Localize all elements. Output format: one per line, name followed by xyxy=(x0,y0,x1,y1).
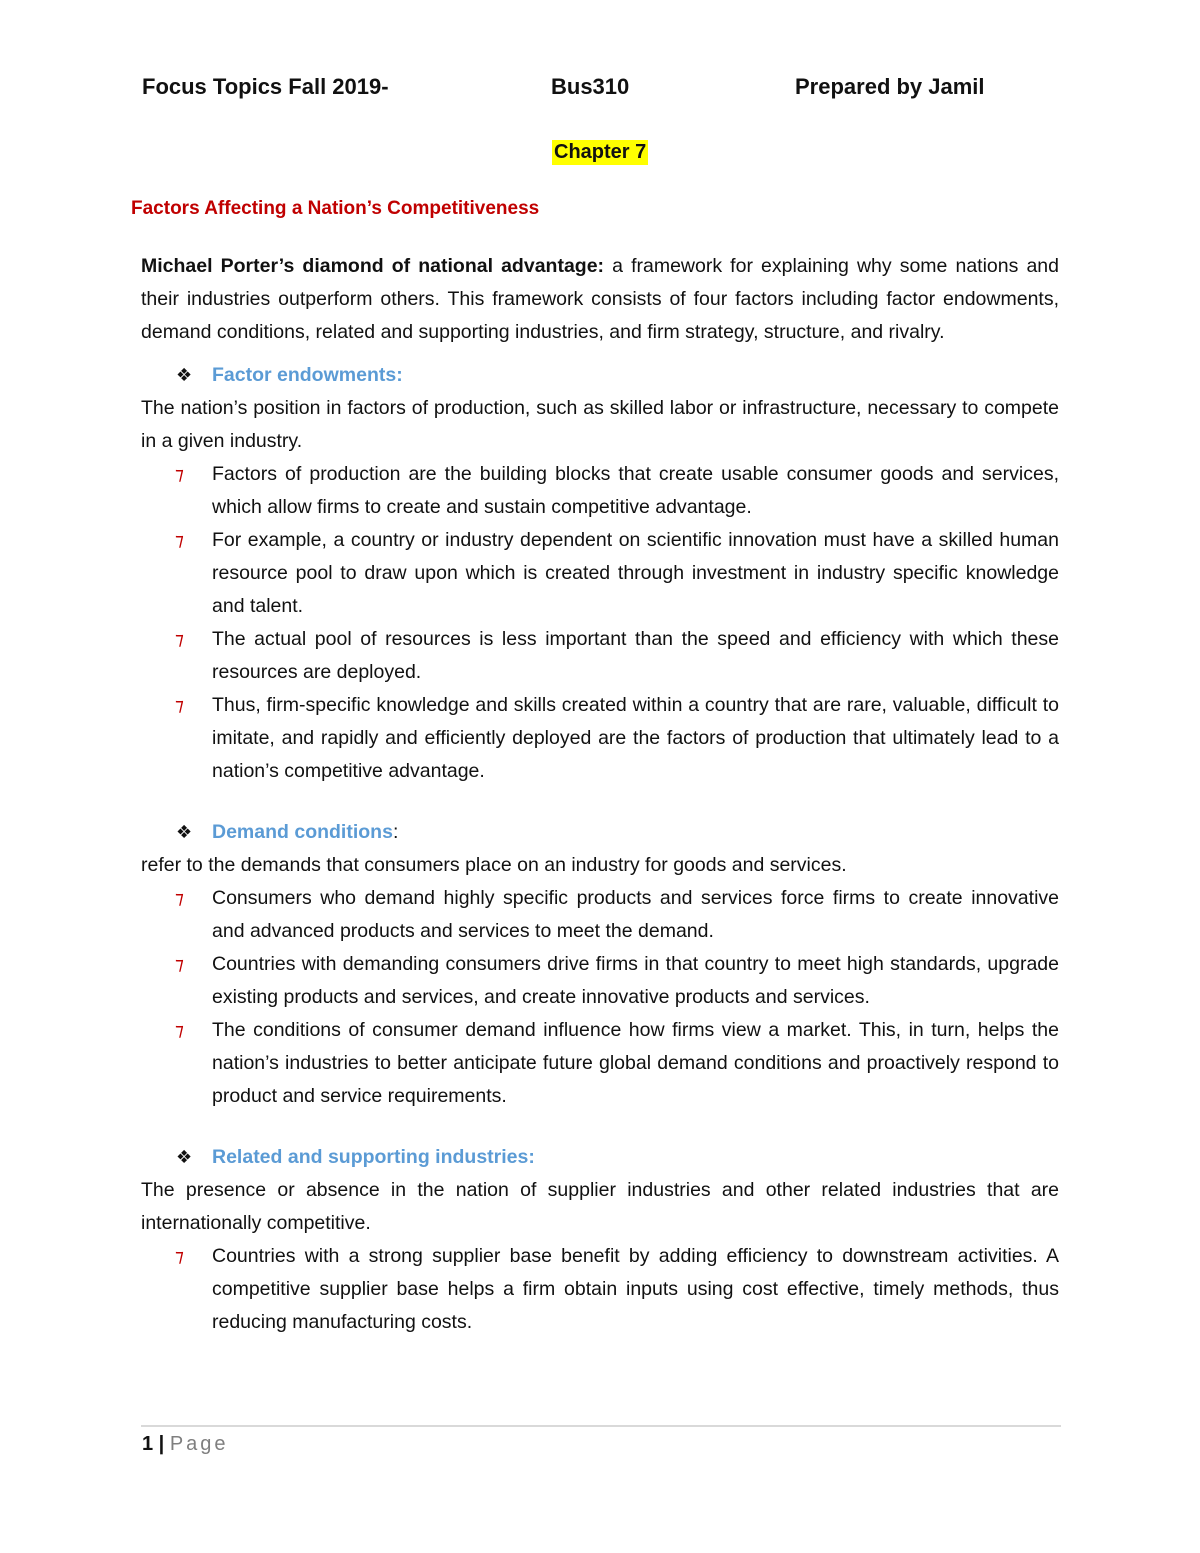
bullet-list xyxy=(141,1240,1059,1339)
list-item-text: Factors of production are the building blocks that create usable consumer goods and services, which allow firms to create and sustain competitive advantage. xyxy=(212,463,1059,518)
bullet-marker-icon: ⁊ xyxy=(175,530,184,550)
list-item-text: For example, a country or industry dependent on scientific innovation must have a skilled human resource pool to draw upon which is created through investment in industry specific knowledge and talent. xyxy=(212,529,1059,617)
bullet-marker-icon: ⁊ xyxy=(175,1020,184,1040)
subsection-description: The presence or absence in the nation of supplier industries and other related industries that are internationally competitive. xyxy=(141,1179,1059,1234)
bullet-list xyxy=(141,458,1059,788)
page-footer xyxy=(142,1433,229,1456)
list-item xyxy=(141,689,1059,788)
spacer xyxy=(141,1113,1059,1141)
bullet-marker-icon: ⁊ xyxy=(175,629,184,649)
subsection-colon: : xyxy=(392,821,399,843)
spacer xyxy=(141,788,1059,816)
footer-separator: | xyxy=(153,1433,170,1455)
bullet-marker-icon: ⁊ xyxy=(175,1246,184,1266)
header-left: Focus Topics Fall 2019- xyxy=(142,74,389,99)
list-item xyxy=(141,623,1059,689)
section-title: Factors Affecting a Nation’s Competitiveness xyxy=(131,198,540,219)
bullet-marker-icon: ⁊ xyxy=(175,464,184,484)
document-body xyxy=(141,250,1059,1339)
list-item xyxy=(141,524,1059,623)
diamond-bullet-icon: ❖ xyxy=(176,822,193,842)
list-item-text: The conditions of consumer demand influence how firms view a market. This, in turn, helps the nation’s industries to better anticipate future global demand conditions and proactively respond to product and service requirements. xyxy=(212,1019,1059,1107)
footer-divider xyxy=(141,1425,1061,1427)
page-number: 1 xyxy=(142,1433,154,1455)
diamond-bullet-icon: ❖ xyxy=(176,365,193,385)
subsection-title: Factor endowments: xyxy=(212,364,403,386)
page-label: Page xyxy=(169,1433,229,1455)
bullet-marker-icon: ⁊ xyxy=(175,695,184,715)
header-center: Bus310 xyxy=(551,74,630,99)
bullet-list xyxy=(141,882,1059,1113)
bullet-marker-icon: ⁊ xyxy=(175,888,184,908)
subsection-heading-related-industries xyxy=(141,1141,1059,1174)
list-item xyxy=(141,1240,1059,1339)
list-item-text: Countries with a strong supplier base benefit by adding efficiency to downstream activities. A competitive supplier base helps a firm obtain inputs using cost effective, timely methods, thus reducing manufacturing costs. xyxy=(212,1245,1059,1333)
subsection-heading-factor-endowments xyxy=(141,359,1059,392)
list-item xyxy=(141,882,1059,948)
subsection-title: Related and supporting industries: xyxy=(212,1146,535,1168)
list-item-text: Consumers who demand highly specific products and services force firms to create innovative and advanced products and services to meet the demand. xyxy=(212,887,1059,942)
chapter-heading: Chapter 7 xyxy=(554,141,647,163)
list-item-text: Countries with demanding consumers drive firms in that country to meet high standards, upgrade existing products and services, and create innovative products and services. xyxy=(212,953,1059,1008)
list-item xyxy=(141,458,1059,524)
list-item-text: Thus, firm-specific knowledge and skills created within a country that are rare, valuable, difficult to imitate, and rapidly and efficiently deployed are the factors of production that ultimately lead to a nation’s competitive advantage. xyxy=(212,694,1059,782)
subsection-description: refer to the demands that consumers place on an industry for goods and services. xyxy=(141,854,847,876)
intro-paragraph xyxy=(141,250,1059,349)
page-header xyxy=(0,74,1200,104)
list-item-text: The actual pool of resources is less important than the speed and efficiency with which these resources are deployed. xyxy=(212,628,1059,683)
header-right: Prepared by Jamil xyxy=(795,74,985,99)
diamond-bullet-icon: ❖ xyxy=(176,1147,193,1167)
list-item xyxy=(141,1014,1059,1113)
subsection-title: Demand conditions xyxy=(212,821,393,843)
bullet-marker-icon: ⁊ xyxy=(175,954,184,974)
list-item xyxy=(141,948,1059,1014)
subsection-description: The nation’s position in factors of production, such as skilled labor or infrastructure, necessary to compete in a given industry. xyxy=(141,397,1059,452)
intro-text: a framework for explaining why some nations and their industries outperform others. This framework consists of four factors including factor endowments, demand conditions, related and supporting industries, and firm strategy, structure, and rivalry. xyxy=(141,255,1059,343)
subsection-heading-demand-conditions xyxy=(141,816,1059,849)
intro-term: Michael Porter’s diamond of national advantage: xyxy=(141,255,605,277)
